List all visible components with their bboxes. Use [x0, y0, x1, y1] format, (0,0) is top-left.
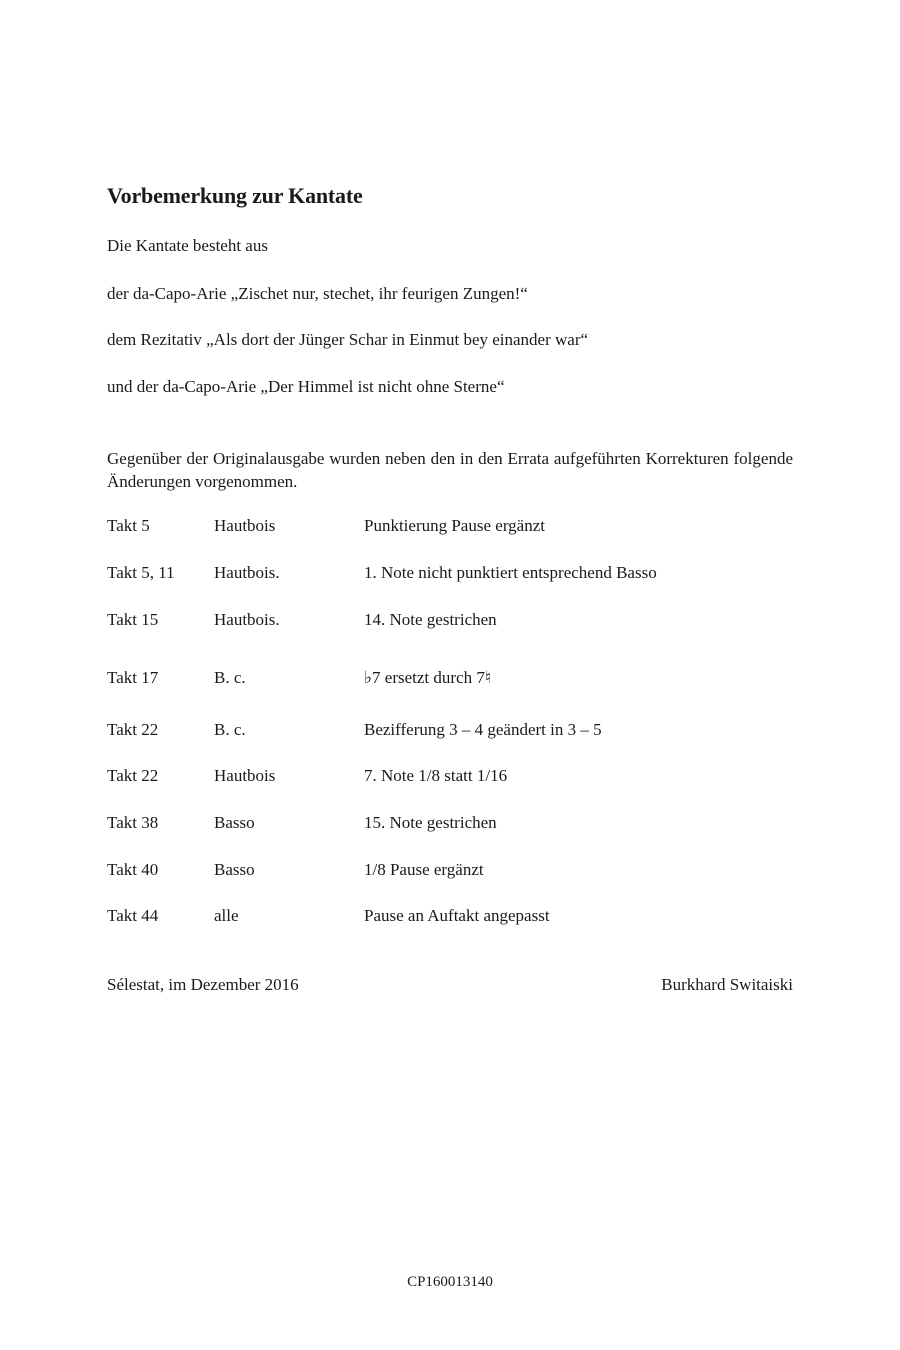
change-instrument: Hautbois — [214, 766, 276, 785]
change-instrument: Basso — [214, 860, 255, 879]
place-date: Sélestat, im Dezember 2016 — [107, 975, 299, 994]
change-description: Pause an Auftakt angepasst — [364, 906, 550, 925]
change-description: 1. Note nicht punktiert entsprechend Basso — [364, 563, 657, 582]
change-takt: Takt 40 — [107, 860, 159, 879]
change-instrument: B. c. — [214, 668, 246, 687]
intro-item-aria-1: der da-Capo-Arie „Zischet nur, stechet, ihr feurigen Zungen!“ — [107, 284, 528, 303]
intro-item-aria-2: und der da-Capo-Arie „Der Himmel ist nicht ohne Sterne“ — [107, 377, 505, 396]
change-description: 1/8 Pause ergänzt — [364, 860, 484, 879]
change-instrument: Basso — [214, 813, 255, 832]
change-description: 7. Note 1/8 statt 1/16 — [364, 766, 508, 785]
change-row — [107, 516, 793, 540]
change-row — [107, 860, 793, 884]
change-description: Punktierung Pause ergänzt — [364, 516, 545, 535]
change-row — [107, 610, 793, 634]
changes-intro-paragraph: Gegenüber der Originalausgabe wurden neben den in den Errata aufgeführten Korrekturen folgende Änderungen vorgenommen. — [107, 449, 793, 491]
author-name: Burkhard Switaiski — [661, 975, 793, 994]
change-description: Bezifferung 3 – 4 geändert in 3 – 5 — [364, 720, 602, 739]
intro-item-recitative: dem Rezitativ „Als dort der Jünger Schar in Einmut bey einander war“ — [107, 330, 589, 349]
change-takt: Takt 5, 11 — [107, 563, 175, 582]
change-row — [107, 813, 793, 837]
intro-lead: Die Kantate besteht aus — [107, 236, 268, 255]
change-description: ♭7 ersetzt durch 7♮ — [364, 668, 491, 687]
change-takt: Takt 17 — [107, 668, 159, 687]
change-description: 14. Note gestrichen — [364, 610, 497, 629]
change-row — [107, 766, 793, 790]
change-instrument: Hautbois. — [214, 563, 280, 582]
change-takt: Takt 38 — [107, 813, 159, 832]
page-title: Vorbemerkung zur Kantate — [107, 183, 363, 208]
change-row — [107, 906, 793, 930]
change-instrument: alle — [214, 906, 239, 925]
footer-code: CP160013140 — [407, 1274, 493, 1290]
change-takt: Takt 15 — [107, 610, 159, 629]
change-instrument: Hautbois — [214, 516, 276, 535]
change-takt: Takt 22 — [107, 766, 159, 785]
change-instrument: Hautbois. — [214, 610, 280, 629]
change-row — [107, 720, 793, 744]
change-takt: Takt 5 — [107, 516, 150, 535]
change-row — [107, 668, 793, 692]
change-takt: Takt 44 — [107, 906, 159, 925]
change-description: 15. Note gestrichen — [364, 813, 497, 832]
change-takt: Takt 22 — [107, 720, 159, 739]
change-row — [107, 563, 793, 587]
change-instrument: B. c. — [214, 720, 246, 739]
